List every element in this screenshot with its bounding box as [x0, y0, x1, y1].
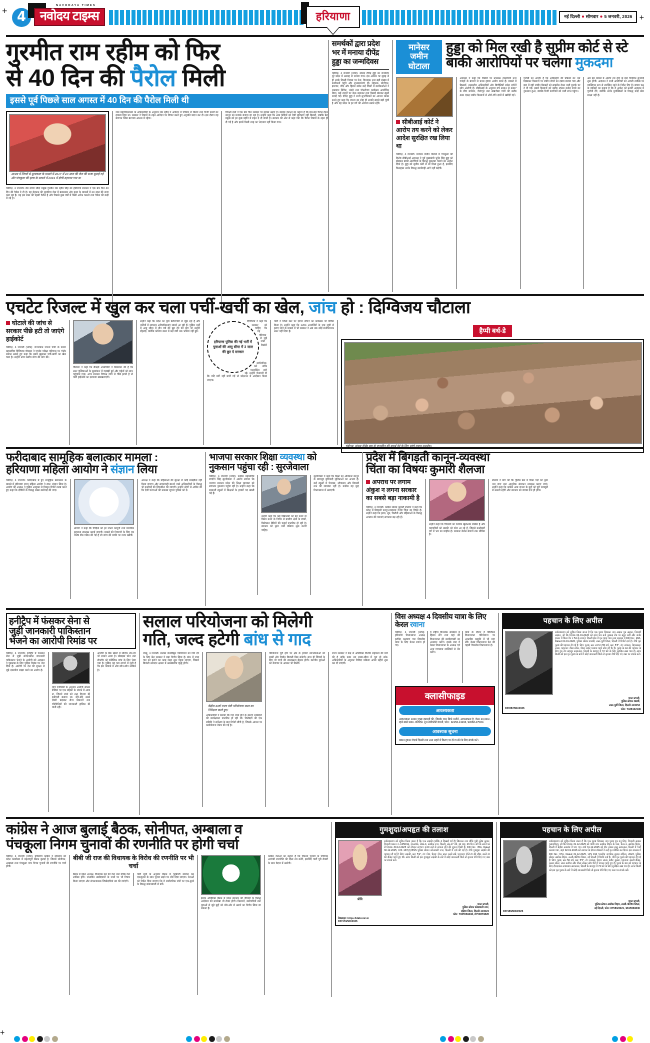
surjewala-headline-part-a: भाजपा सरकार शिक्षा: [209, 451, 280, 463]
selja-body: [366, 479, 644, 599]
section-rule-4: [6, 817, 644, 819]
appeal-ad-1-footer: [503, 707, 643, 713]
kerala-text-1: चंडीगढ़, 4 जनवरी (भाषा): हरियाणा विधानसभा अध्यक्ष हरविंद्र कल्याण चार दिवसीय यात्रा के लिए केरल रवाना हो गए।: [395, 630, 426, 648]
crowd-photo-caption: चंडीगढ़: सांसद दीपेंद्र हुड्डा के जन्मदिन की बधाई देने के लिए पहुंचे तमाम समर्थक।: [345, 444, 432, 449]
honeytrap-col-2: [49, 652, 94, 812]
honeytrap-headline-line2: जुड़ी जानकारी पाकिस्तान: [9, 625, 91, 637]
hatet-photo-block: [338, 320, 644, 449]
appeal-ad-1-sign-3: उत्तर-पूर्वी जिला, दिल्ली-110053: [609, 703, 640, 707]
missing-ad-sign-2: पुलिस स्टेशन कोतवाली नगर,: [462, 906, 489, 910]
selja-subhead: अपराध पर लगाम अंकुश न लगना सरकार का सबसे बड़ा नाकामी है: [366, 479, 420, 503]
kerala-text-2: वे राष्ट्रीय विधायक सम्मेलन में हिस्सा लेंगे तथा वहां की विधानसभा की कार्यप्रणाली का अध्ययन करेंगे। इसके बाद वे केरल विधानसभा के अध्यक्ष एवं अन्य गणमान्य व्यक्तियों से भेंट करेंगे।: [429, 630, 460, 654]
appeal-ad-1-ref: DP/287/NE/2026: [505, 707, 525, 711]
surjewala-story: [206, 452, 362, 606]
honeytrap-headline-box: [6, 613, 136, 649]
crowd-photo: [344, 342, 642, 444]
logo-english-name: NAVODAYA TIMES: [56, 2, 96, 7]
appeal-ad-1-body: सर्वसाधारण को सूचित किया जाता है कि एक पुरुष जिसका नाम अज्ञात पुत्र अज्ञात, निवासी अज्ञात, जो कि दिनांक 04.01.2026 को सायं चार बजे नुक्कड़ रोड पर बहुत सर्दी और जर्जर हालत में मिला गेट नं 54 के सामने, दिल्ली क्षेत्र में मृत पाया गया। इस सम्बन्ध में DD No.: 28A, Dated 04.01.2026, पुलिस स्टेशन शास्त्री, उत्तर-पूर्वी जिला, दिल्ली में रिपोर्ट दर्ज है। नीचे मृत पुरुष की पहचान दी गई है: लिंग: पुरुष, उम्र: लगभग 55 वर्ष, कद: 5'5", रंग: सांवला, चेहराबाल: लम्बा, पहनावा: नीला स्वेटर, पीला जर्जर पजामा पहने और नंगे पैर है। पुरुष के शव की पहचान के लिए गुरु तेग बहादुर अस्पताल, दिल्ली के शवगृह में 72 घंटे के लिए सुरक्षित रखा गया है। अगर किसी को इस मृत पुरुष के बारे में कोई जानकारी मिले तो कृपया नीचे दिए गए नंबर पर संपर्क करें।: [555, 630, 641, 657]
manesar-text-2: अदालत ने कहा कि रिकॉर्ड पर उपलब्ध दस्तावेजों तथा गवाहों के बयानों से प्रथम दृष्टया आरोप बनते हैं। मामले में बिल्डरों, तत्कालीन अधिकारियों और बिचौलियों समेत दर्जनों लोग आरोपी हैं। सीबीआई के अनुसार वर्ष 2004 से 2007 के बीच मानेसर, नौरंगपुर तथा लखनौला गांवों की करीब 400 एकड़ जमीन किसानों से औने-पौने दामों में खरीदी गई।: [459, 77, 517, 97]
selja-text-1: चंडीगढ़, 4 जनवरी। कांग्रेस सांसद कुमारी शैलजा ने कहा कि प्रदेश में बिगड़ती कानून-व्यवस्था गंभीर चिंता का विषय है। उन्होंने कहा कि हत्या, लूट, फिरौती और महिलाओं के विरुद्ध अपराध की घटनाएं लगातार बढ़ रही हैं।: [366, 505, 422, 519]
appeal-ad-2-sign-2: पुलिस स्टेशन अशोक विहार, उत्तरी-पश्चिम जिला,: [594, 903, 640, 907]
appeal-ad-1-photo: [505, 631, 553, 695]
appeal-ad-2-body: सर्वसाधारण को सूचित किया जाता है कि एक पुरुष जिसका नाम पुरुष पुत्र मनु सिंह, निवासी अज्ञात (लावारिस), जो कि दिनांक 31.12.2025 को गांधी नगर अशोक विहार के पास, फेज-1, अशोक विहार, दिल्ली में बेहोश अवस्था में पाए गए। वर्षा 31.12.2025 को दीन दयाल बाबू अस्पताल, दिल्ली में भर्ती कराया गया, जहां 02.01.2026 को उपचार के दौरान डॉक्टरों ने उन्हें मृत घोषित कर दिया। इस सम्बन्ध में DD No.: 67A, Dated 31.12.2025, U/S 194 भारतीय नागरिक सुरक्षा संहिता, 2023, पुलिस स्टेशन अशोक विहार, उत्तरी-पश्चिम जिला, नई दिल्ली में रिपोर्ट दर्ज है। नीचे मृत पुरुष की पहचान दी गई है: लिंग: पुरुष, उम्र: 50 वर्ष, कद: 5'5", रंग: सांवला, चेहरा: लम्बा, शरीर: दुबला, पहनावा: काली जैकेट, काला स्वेटर, लाल कमीज और नीला लोअर और पैरों में चप्पल पहने हुए है। पुरुष के शव को पहचान के लिए दीनदयाल उपाध्याय अस्पताल, दिल्ली के शवगृह में 72 घंटे के लिए सुरक्षित रखा गया है। अगर किसी को इस मृत पुरुष के बारे में कोई जानकारी मिले तो कृपया नीचे दिए गए नंबर पर संपर्क करें।: [549, 839, 641, 872]
congress-col-4: [198, 855, 264, 995]
hatet-subhead: घोटाले की जांच से सरकार पीछे हटी तो जाएंगे हाईकोर्ट: [6, 320, 65, 344]
lead-headline-line1: गुरमीत राम रहीम को फिर: [6, 39, 220, 67]
lead-story: [6, 40, 328, 292]
surjewala-headline-highlight: व्यवस्था: [279, 451, 305, 463]
missing-ad-sign-1: थाना प्रभारी,: [477, 902, 489, 906]
hatet-text-3: उन्होंने कहा कि प्रदेश का युवा बेरोजगारी से जूझ रहा है और भर्तियों में लगातार अनियमितताएं सामने आ रही हैं। पुलिस भर्ती में आयु सीमा में तीन वर्ष की छूट देने की मांग भी उन्होंने दोहराई, क्योंकि कोरोना काल में कई वर्षों तक भर्तियां नहीं हुईं।: [140, 320, 200, 334]
surjewala-photo: [261, 475, 306, 513]
manesar-col-1: [396, 77, 456, 289]
appeal-ad-1[interactable]: [502, 613, 644, 714]
congress-text-1: चंडीगढ़, 4 जनवरी (भाषा): हरियाणा कांग्रेस ने सोमवार को प्रदेश कार्यालय में महत्वपूर्ण बैठक बुलाई है, जिसमें सोनीपत, अम्बाला तथा पंचकूला नगर निगम चुनावों की रणनीति पर चर्चा होगी।: [6, 854, 67, 868]
dateline-date: 5 जनवरी, 2026: [604, 14, 633, 19]
happy-birthday-banner-wrap: [341, 320, 644, 338]
manesar-story: [393, 40, 644, 292]
surjewala-col-2: [258, 475, 309, 595]
lead-photo-gurmeet: [9, 114, 106, 172]
appeal-ad-2-wrap: [497, 822, 644, 997]
hatet-story: [6, 298, 644, 449]
lead-text-2: जेल महानिदेशालय के अधिकारियों के अनुसार राम रहीम ने आवेदन में परिवार से मिलने तथा निजी कार्यों का हवाला दिया था। सरकार ने नियमों के तहत आवेदन पर विचार करते हुए अनुमति प्रदान कर दी। इस दौरान वह बागपत स्थित बरनावा आश्रम में रहेगा।: [115, 110, 219, 121]
lead-text-1: चंडीगढ़, 4 जनवरी। डेरा सच्चा सौदा प्रमुख गुरमीत राम रहीम सिंह को हरियाणा सरकार ने एक बार फिर 40 दिन की पैरोल दे दी है। वह रोहतक की सुनारिया जेल में बलात्कार और हत्या के मामलों में 20 साल की सजा काट रहा है। यह इस साल की पहली पैरोल है और पिछले कुछ वर्षों में मिली अनेक फरलो तथा पैरोल की कड़ी में नई है।: [6, 187, 109, 201]
selja-headline-line1: प्रदेश में बिगड़ती कानून-व्यवस्था: [366, 452, 490, 465]
bullet-square-icon: [6, 321, 10, 325]
congress-mid-split: [73, 873, 194, 886]
birthday-text: चंडीगढ़, 4 जनवरी (भाषा): सांसद दीपेंद्र हुड्डा का जन्मदिन पूरे प्रदेश में उत्साह से मनाया गया। इस अवसर पर सुबह से ही उनके दिल्ली निवास पर नेता, विधायक तथा बड़ी संख्या में कार्यकर्ता पहुंचे और शुभकामनाएं दीं। रोहतक, सोनीपत, झज्जर, जींद और हिसार समेत कई जिलों में कार्यकर्ताओं ने रक्तदान शिविर, भंडारे तथा पौधरोपण कार्यक्रम आयोजित किए। कई स्थानों पर केक काटकर तथा मिठाई बांटकर खुशी मनाई गई। दीपेंद्र हुड्डा ने सभी शुभचिंतकों का आभार व्यक्त करते हुए कहा कि जनता का स्नेह ही उनकी सबसे बड़ी पूंजी है और वह प्रदेश के हर वर्ग की आवाज उठाते रहेंगे।: [331, 71, 390, 105]
manesar-headline-highlight: मुकदमा: [575, 54, 613, 71]
dateline-dot-2: ●: [599, 14, 603, 20]
salal-text-2: अधिकारियों ने बताया कि गाद जमा होने के कारण टरबाइनों की कार्यक्षमता प्रभावित हो रही थी। विशेषज्ञों की एक समिति ने सर्वेक्षण के बाद रिपोर्ट सौंपी है, जिसके आधार पर कार्ययोजना तैयार की गई है।: [206, 714, 263, 728]
appeal-ad-1-content: [503, 629, 643, 697]
kerala-story: [392, 613, 498, 815]
dateline-day: सोमवार: [585, 14, 599, 19]
missing-ad[interactable]: [335, 822, 493, 926]
bullet-square-icon: [366, 480, 370, 484]
edition-badge[interactable]: हरियाणा: [306, 6, 360, 28]
congress-text-4: इसके अतिरिक्त बैठक में प्रदेश सरकार की नीतियों के विरुद्ध आंदोलन की रूपरेखा भी तैयार होगी। किसानों, कर्मचारियों तथा युवाओं से जुड़े मुद्दों को जोर-शोर से उठाने का निर्णय लिया जा सकता है।: [200, 896, 261, 910]
congress-text-3: पार्टी सूत्रों के अनुसार बैठक में गुटबाजी समाप्त कर एकजुटता के साथ चुनाव लड़ने पर जोर दिया जाएगा। नेताओं को निर्देश दिया जाएगा कि वे सार्वजनिक मंचों पर एक-दूसरे के विरुद्ध बयानबाजी से बचें।: [137, 872, 195, 887]
hatet-headline-highlight: जांच: [308, 298, 337, 318]
selja-text-2: उन्होंने कहा कि गैंगस्टरों का नेटवर्क खुलेआम सक्रिय है और व्यापारियों को धमकी भरे फोन आ रहे हैं, जिससे कारोबारी वर्ग में भय का माहौल है। सरकार केवल बयानों तक सीमित है।: [429, 523, 485, 537]
salal-text-4: राज्य सरकार ने केंद्र से अतिरिक्त वित्तीय सहायता की मांग की है ताकि काम तय समय-सीमा में पूरा हो सके। अधिकारियों के अनुसार निविदा प्रक्रिया अगले महीने शुरू कर दी जाएगी।: [332, 652, 389, 666]
missing-ad-photo: [338, 840, 382, 896]
cmyk-strip-3: [440, 1036, 484, 1042]
selja-story: [363, 452, 644, 606]
salal-text-1: जम्मू, 4 जनवरी। सलाल जलविद्युत परियोजना को गति देने के लिए केंद्र सरकार ने बड़ा निर्णय लिया है। बांध में जमा गाद को हटाने का काम जल्द शुरू किया जाएगा, जिससे बिजली उत्पादन क्षमता में उल्लेखनीय वृद्धि होगी।: [143, 652, 200, 666]
kerala-headline-part-a: विस अध्यक्ष 4 दिवसीय यात्रा के लिए केरल: [395, 612, 487, 630]
lead-photo-box: [6, 111, 109, 186]
decorative-stripes-right: [362, 10, 557, 25]
lead-headline-line2: [6, 66, 328, 91]
congress-headline-line1: कांग्रेस ने आज बुलाई बैठक, सोनीपत, अम्बाला व: [6, 821, 243, 838]
surjewala-headline-part-b: को: [304, 451, 317, 463]
appeal-ad-2[interactable]: [500, 822, 644, 916]
salal-col-2: [203, 652, 265, 807]
logo-hindi-name: नवोदय टाइम्स: [34, 8, 105, 26]
surjewala-body: [209, 475, 359, 595]
masthead-rule: [6, 35, 644, 37]
dateline: [559, 11, 637, 22]
manesar-subhead: सीबीआई कोर्ट ने आरोप तय करने को लेकर आदेश सुरक्षित रख लिया था: [396, 119, 453, 151]
honeytrap-headline-line3: भेजने का आरोपी रिमांड पर: [9, 635, 97, 647]
appeal-ad-2-title: पहचान के लिए अपील: [501, 823, 643, 838]
appeal-ad-2-footer: [501, 910, 643, 915]
missing-ad-body: सर्वसाधारण को सूचित किया जाता है कि एक लड़की (जोकि 4 दिखाई गई है) जिसका नाम प्रीति पुत्री सुरेश कुमार, निवासी मकान नं.-1056/11, जे-ब्लॉक, सेक्ट-4, अशोक नगर, दिल्ली, उम्र-17 वर्ष, 11 माह, 26 दिन। जो कि अपने घर से दिनांक 30.12.2025 को दोपहर लगभग 1.00 बजे से लापता होने की सूचना मिली है। DD No.: 35A, Dated 30.12.2025, U/S 137(2) BNS पुलिस स्टेशन कोतवाली नगर, दिल्ली में दर्ज की गई है। नीचे गुमशुदा लड़की की पहचान दी गई है: लिंग: लड़की, कद: 5'2", रंग: गोरा, चेहरा: गोल, बाल: काले लंबे, पहनावा: नीले रंग की जींस, काले रंग की जैकेट पहने हुए थी। अगर किसी को इस गुमशुदा लड़की के बारे में कोई जानकारी मिले तो कृपया नीचे दिए गए नंबर पर संपर्क करें।: [384, 839, 490, 863]
manesar-headline-line2: [446, 55, 644, 70]
appeal-ad-1-sign-1: थाना प्रभारी,: [628, 696, 640, 700]
appeal-ad-2-signature: [501, 900, 643, 910]
salal-text-3: परियोजना पूरी होने पर क्षेत्र के हजारों उपभोक्ताओं को सस्ती और निर्बाध बिजली मिल सकेगी। साथ ही सिंचाई के लिए भी पानी की उपलब्धता बेहतर होगी। स्थानीय युवाओं को रोजगार के अवसर भी मिलेंगे।: [269, 652, 326, 666]
congress-headline-line2: पंचकूला निगम चुनावों की रणनीति पर होगी चर्चा: [6, 836, 239, 853]
lead-subbar: इससे पूर्व पिछले साल अगस्त में 40 दिन की पैरोल मिली थी: [6, 94, 328, 108]
manesar-headline-line1: हुड्डा को मिल रखी है सुप्रीम कोर्ट से स्टे: [446, 39, 628, 56]
faridabad-story: [6, 452, 205, 606]
lead-text-3: विपक्षी दलों ने एक बार फिर सरकार पर सवाल उठाए हैं। कांग्रेस नेताओं का कहना है कि बार-बार पैरोल देकर कानून का मजाक बनाया जा रहा है। उन्होंने कहा कि आम कैदियों को ऐसी सुविधाएं नहीं मिलतीं, जबकि डेरा प्रमुख को हर कुछ महीने में राहत दे दी जाती है। सरकार की ओर से कहा गया कि पैरोल नियमों के तहत ही दी गई है और इसमें किसी तरह का भेदभाव नहीं किया गया।: [225, 110, 328, 124]
classified-second-title: आवश्यक सूचना: [399, 727, 491, 735]
appeal-ad-1-wrap: [499, 613, 644, 815]
hatet-headline-part-b: हो : दिग्विजय चौटाला: [336, 298, 471, 318]
faridabad-text-2: आयोग ने कहा कि पीड़िता को हर संभव कानूनी तथा मानसिक सहायता उपलब्ध कराई जाएगी। मामले की निगरानी के लिए एक विशेष टीम गठित की गई है जो जांच की प्रगति पर नजर रखेगी।: [73, 527, 135, 538]
surjewala-headline-line2: नुकसान पहुंचा रही : सुरजेवाला: [209, 461, 309, 473]
page-number-badge: 4: [12, 8, 31, 27]
publication-logo[interactable]: [34, 2, 105, 26]
faridabad-headline-line2: [6, 464, 202, 476]
lead-body: [6, 111, 328, 311]
missing-ad-phone: फोन: 7065569296, 8750870826: [453, 913, 489, 917]
salal-row: [6, 613, 644, 815]
honeytrap-text-3: आरोपी के बैंक खातों में संदिग्ध लेन-देन भी सामने आया है। मोबाइल फोन तथा लैपटॉप को फॉरेंसिक जांच के लिए भेजा गया है। पुलिस यह पता लगाने में जुटी है कि इस नेटवर्क में और कौन-कौन शामिल है।: [97, 652, 136, 672]
appeal-ad-2-ref: DP/186/NW/2026: [503, 910, 524, 914]
appeal-ad-1-signature: [503, 697, 643, 707]
classified-body: आवश्यकता 1000 एकड़ इमारती की, जिसके पास सिर्फ मशीनें, आवश्यकता है, वेतन 20,000/-, रहने खाने 300/- प्रतिदिन। शुभ टेलीफोनी कंपनी, फोन : 92156-13296, 93068-47503।: [399, 717, 491, 725]
salal-headline-part-a: गति, जल्द हटेगी: [143, 630, 244, 650]
manesar-kicker-l3: घोटाला: [408, 60, 430, 71]
happy-birthday-banner: हैप्पी बर्थ-डे: [473, 325, 512, 337]
congress-col-mid: [70, 855, 197, 995]
honeytrap-body: [6, 652, 136, 812]
kerala-text-3: यात्रा के दौरान वे डिजिटल विधानसभा परियोजना पर आधारित प्रस्तुति में भी भाग लेंगे। केरल विधानसभा देश की पहली पेपरलेस विधानसभा है।: [464, 630, 495, 648]
women-commission-logo-photo: [74, 479, 135, 525]
faridabad-col-2: [71, 479, 138, 599]
missing-ad-footer: [336, 916, 492, 925]
hatet-headline-part-a: एचटेट रिजल्ट में खुल कर चला पर्ची-खर्ची का खेल,: [6, 298, 309, 318]
bullet-square-icon: [396, 120, 400, 124]
classified-title: क्लासीफाइड: [396, 687, 494, 705]
honeytrap-text-1: चंडीगढ़, 4 जनवरी। हनीट्रैप में फंसकर सेना से जुड़ी संवेदनशील जानकारी पाकिस्तान भेजने के आरोपी को अदालत ने पूछताछ के लिए पुलिस रिमांड पर भेज दिया है। आरोपी पर देश की सुरक्षा से जुड़े दस्तावेज साझा करने का आरोप है।: [6, 652, 45, 672]
missing-ad-content: [336, 838, 492, 903]
registration-mark-bottom-left: +: [0, 1028, 5, 1037]
classified-second-body: मकान दुकान गोदामें दिल्ली तथा अन्य शहरों में किराए पर देने व लेने के लिए संपर्क करें।: [399, 738, 479, 742]
top-block: [6, 40, 644, 292]
salal-story: [140, 613, 391, 815]
honeytrap-photo: [52, 652, 91, 684]
faridabad-body: [6, 479, 202, 599]
salal-body: [143, 652, 388, 807]
manesar-headlines: [442, 40, 644, 74]
cmyk-strip-4: [612, 1036, 633, 1042]
dateline-dot-1: ●: [581, 14, 585, 20]
hatet-col-2: [70, 320, 136, 445]
honeytrap-text-2: जांच एजेंसियों के अनुसार आरोपी सोशल मीडिया पर एक महिला के संपर्क में आया था, जिसने स्वयं को रक्षा विभाग की कर्मचारी बताया था। धीरे-धीरे उससे दोस्ती बढ़ाकर सैन्य ठिकानों तथा गतिविधियों की जानकारी हासिल की जाती रही।: [51, 686, 91, 710]
manesar-kicker: [396, 40, 442, 74]
surjewala-text-3: सुरजेवाला ने कहा कि शिक्षा का अधिकार कानून के बावजूद बुनियादी सुविधाओं का अभाव है। कई स्कूलों में पेयजल, शौचालय और बिजली तक की व्यवस्था नहीं है। कांग्रेस यह मुद्दा विधानसभा में उठाएगी।: [313, 475, 359, 492]
manesar-kicker-l2: जमीन: [410, 51, 428, 62]
manesar-text-1: चंडीगढ़, 4 जनवरी। मानेसर जमीन घोटाले में पंचकूला की विशेष सीबीआई अदालत ने पूर्व मुख्यमंत्री भूपेंद्र सिंह हुड्डा को छोड़कर बाकी आरोपियों के विरुद्ध मुकदमा चलाने का आदेश दिया है। हुड्डा को सुप्रीम कोर्ट से स्टे मिला हुआ है, इसलिए फिलहाल उनके विरुद्ध कार्यवाही आगे नहीं बढ़ेगी।: [396, 153, 453, 170]
missing-ad-signature: [336, 903, 492, 917]
missing-ad-title: गुमशुदा/अपहृत की तलाश: [336, 823, 492, 838]
honeytrap-headline-line1: हनीट्रैप में फंसकर सेना से: [9, 615, 90, 627]
bottom-row: [6, 822, 644, 997]
registration-mark-top-right: +: [639, 12, 644, 22]
appeal-ad-1-title: पहचान के लिए अपील: [503, 614, 643, 629]
hatet-text-2: चौटाला ने कहा कि सैकड़ों अभ्यर्थियों ने शिकायत की है कि उत्तर पुस्तिकाओं के मूल्यांकन में गड़बड़ी हुई और चहेतों को लाभ पहुंचाया गया। अगर सरकार निष्पक्ष जांच से पीछे हटती है तो पार्टी हाईकोर्ट का दरवाजा खटखटाएगी।: [73, 366, 133, 380]
manesar-headline-part-a: बाकी आरोपियों पर चलेगा: [446, 54, 576, 71]
crowd-photo-frame: [341, 339, 644, 453]
appeal-ad-2-sign-1: थाना प्रभारी,: [628, 899, 640, 903]
lead-photo-caption: आश्रम में शिष्यों से मुलाकात के मामले में 2017 में 20 साल की जेल की सजा सुनाई गई और पंचकूला की हत्या के मामले में 2019 में दोषी ठहराया गया था: [11, 172, 104, 181]
registration-mark-top-left: +: [2, 6, 8, 16]
cmyk-strip-2: [186, 1036, 230, 1042]
hatet-text-4: हरियाणा पुलिस की नई भर्ती में युवाओं की आयु सीमा में 3 साल की छूट दे सरकार दिग्विजय ने कहा कि सरकार को चाहिए कि वह परिणाम से जुड़े सभी रिकॉर्ड सार्वजनिक करे ताकि पारदर्शिता बनी रहे। उन्होंने चेतावनी दी कि यदि मांगें नहीं मानी गईं तो प्रदेशभर में आंदोलन किया जाएगा।: [207, 320, 267, 382]
edition-badge-wrap: [306, 6, 360, 28]
kerala-headline: [395, 613, 495, 629]
birthday-headline: समर्थकों द्वारा प्रदेश भर में मनाया दीपेंद्र हुड्डा का जन्मदिवस: [331, 39, 380, 66]
salal-headline-line2: [143, 631, 388, 649]
missing-ad-photo-wrap: [338, 840, 382, 901]
dateline-city: नई दिल्ली: [564, 14, 581, 19]
faridabad-headline-part-b: लिया: [134, 464, 157, 477]
faridabad-headline-part-a: हरियाणा महिला आयोग ने: [6, 464, 111, 477]
faridabad-headline-highlight: संज्ञान: [110, 464, 135, 477]
section-rule-3: [6, 608, 644, 610]
lead-headline-part-a: से 40 दिन की: [6, 64, 131, 92]
masthead: [2, 0, 644, 34]
appeal-ad-1-phone: फोन: 7428132190: [620, 708, 641, 712]
congress-logo-photo: [201, 855, 261, 895]
appeal-ad-2-content: [501, 838, 643, 900]
cmyk-strip-1: [14, 1036, 58, 1042]
appeal-ad-1-sign-2: पुलिस स्टेशन शास्त्री,: [621, 700, 640, 704]
manesar-text-3: एजेंसी का आरोप है कि अधिग्रहण की प्रक्रिया का भय दिखाकर किसानों पर जमीन बेचने का दबाव बनाया गया और बाद में वही जमीन बिल्डरों को लाइसेंस देकर भारी मुनाफे पर दे दी गई। इससे किसानों को करीब 1500 करोड़ रुपये का नुकसान हुआ, जबकि निजी कंपनियों को भारी लाभ पहुंचा।: [523, 77, 581, 94]
kerala-body: [395, 631, 495, 683]
birthday-rule: [332, 69, 389, 70]
faridabad-text-3: अध्यक्ष ने कहा कि महिलाओं की सुरक्षा से कोई समझौता नहीं किया जाएगा और लापरवाही बरतने वाले अधिकारियों के विरुद्ध भी कार्रवाई की सिफारिश की जाएगी। उन्होंने लोगों से अपील की कि ऐसी घटनाओं की तत्काल सूचना पुलिस को दें।: [141, 479, 203, 493]
selja-photo: [429, 479, 485, 521]
salal-headline-line1: सलाल परियोजना को मिलेगी: [143, 612, 313, 632]
selja-col-2: [426, 479, 488, 599]
appeal-ad-2-photo: [503, 840, 547, 898]
kerala-headline-highlight: रवाना: [409, 620, 425, 630]
missing-ad-sign-3: दक्षिण जिला, दिल्ली-110024: [461, 909, 489, 913]
congress-text-5: कांग्रेस नेताओं का कहना है कि निकाय चुनावों के परिणाम आगामी राजनीति की दिशा तय करेंगे, इसलिए पार्टी पूरी तैयारी के साथ मैदान में उतरेगी।: [267, 854, 328, 865]
hatet-circle-note: हरियाणा पुलिस की नई भर्ती में युवाओं की आयु सीमा में 3 साल की छूट दे सरकार: [207, 321, 259, 373]
surjewala-text-1: चंडीगढ़, 4 जनवरी (भाषा): कांग्रेस महासचिव रणदीप सिंह सुरजेवाला ने आरोप लगाया कि भाजपा सरकार प्रदेश की शिक्षा व्यवस्था को लगातार नुकसान पहुंचा रही है। उन्होंने कहा कि सरकारी स्कूलों में शिक्षकों के हजारों पद खाली पड़े हैं।: [209, 475, 255, 495]
lead-col-1: [6, 111, 112, 311]
appeal-ad-2-sign-3: नई दिल्ली, फोन: 87580/3221, 9815669630: [594, 906, 640, 910]
manesar-kicker-l1: मानेसर: [408, 42, 430, 53]
selja-text-3: शैलजा ने मांग की कि पुलिस बल में रिक्त पदों को तुरंत भरा जाए तथा आधुनिक संसाधन उपलब्ध कराए जाएं। उन्होंने कहा कि कांग्रेस आम जनता के मुद्दों को पूरी मजबूती से उठाती रहेगी और सरकार को जवाब देना ही होगा।: [492, 479, 548, 493]
hatet-photo-chautala: [73, 320, 133, 364]
congress-text-2: बैठक में प्रदेश अध्यक्ष, विधायक दल की नेता तथा वरिष्ठ नेता शामिल होंगे। संभावित उम्मीदवारों के नामों पर भी विचार किया जाएगा और संगठनात्मक जिम्मेदारियां तय की जाएंगी।: [73, 872, 131, 883]
hatet-body: [6, 320, 644, 449]
missing-ad-name: प्रीति: [357, 896, 363, 901]
manesar-body: [396, 77, 644, 289]
honeytrap-story: [6, 613, 139, 815]
selja-headline-line2: चिंता का विषयः कुमारी शैलजा: [366, 464, 485, 477]
decorative-stripes-left: [109, 10, 304, 25]
missing-ad-ref: DP/179/SD/2026: [338, 920, 358, 924]
congress-subhead: बीबी जी राज की विधायक के विरोध की रणनीति पर भी चर्चा: [73, 854, 194, 870]
hatet-text-5: पार्टी ने जिला स्तर पर ज्ञापन सौंपने का कार्यक्रम भी घोषित किया है। उन्होंने कहा कि 1264 अभ्यर्थियों के नाम सूची से हटाए जाने के मामले में भी सरकार ने अब तक कोई संतोषजनक उत्तर नहीं दिया है।: [274, 320, 334, 334]
hatet-text-1: चंडीगढ़, 4 जनवरी (भाषा): जननायक जनता पार्टी के प्रधान महासचिव दिग्विजय चौटाला ने एचटेट परीक्षा परिणाम पर गंभीर सवाल उठाते हुए कहा कि इसमें खुलकर पर्ची-खर्ची का खेल चला है। उन्होंने उच्च स्तरीय जांच की मांग की।: [6, 346, 66, 360]
selja-col-1: [366, 479, 425, 599]
hatet-headline: [6, 299, 644, 317]
manesar-head-row: [396, 40, 644, 74]
manesar-text-4: अब इस मामले में आरोप तय होने के बाद नियमित सुनवाई शुरू होगी। अदालत ने सभी आरोपियों को अगली तारीख पर व्यक्तिगत रूप से उपस्थित रहने के निर्देश दिए हैं। बचाव पक्ष के वकीलों का कहना है कि वे आदेश को ऊपरी अदालत में चुनौती देंगे, क्योंकि उनके मुवक्किलों के विरुद्ध कोई ठोस साक्ष्य नहीं है।: [587, 77, 645, 97]
faridabad-text-1: चंडीगढ़, 4 जनवरी। फरीदाबाद में हुए सामूहिक बलात्कार के मामले में हरियाणा राज्य महिला आयोग ने स्वत: संज्ञान लिया है। आयोग की अध्यक्ष ने पुलिस आयुक्त से विस्तृत रिपोर्ट तलब करते हुए कहा कि दोषियों के विरुद्ध सख्त कार्रवाई की जाए।: [6, 479, 67, 493]
classified-ad[interactable]: [395, 686, 495, 745]
salal-photo-caption: केंद्रीय ऊर्जा राज्य मंत्री परियोजना स्थल का निरीक्षण करते हुए।: [208, 703, 254, 712]
missing-ad-wrap: [332, 822, 496, 997]
salal-headline-highlight: बांध से गाद: [243, 630, 311, 650]
manesar-photo-gavel: [396, 77, 453, 117]
faridabad-headline-line1: फरीदाबाद सामूहिक बलात्कार मामला :: [6, 452, 159, 465]
three-story-row: [6, 452, 644, 606]
birthday-brief: [329, 40, 392, 292]
hatet-col-1: [6, 320, 69, 445]
congress-body: [6, 855, 328, 995]
surjewala-text-2: उन्होंने कहा कि कई विद्यालयों को बंद करने या विलय करने के निर्णय से ग्रामीण क्षेत्रों के बच्चों, विशेषकर बेटियों की पढ़ाई प्रभावित हो रही है। सरकार को तुरंत भर्ती प्रक्रिया शुरू करनी चाहिए।: [261, 515, 307, 532]
classified-subtitle: आवश्यकता: [399, 706, 491, 714]
lead-headline-highlight: पैरोल: [130, 64, 176, 92]
missing-ad-website[interactable]: वेबसाइट: https://dabi.nic.in: [338, 917, 369, 921]
lead-headline-part-b: मिली: [175, 64, 225, 92]
congress-story: [6, 822, 331, 997]
salal-photo: [206, 652, 262, 702]
